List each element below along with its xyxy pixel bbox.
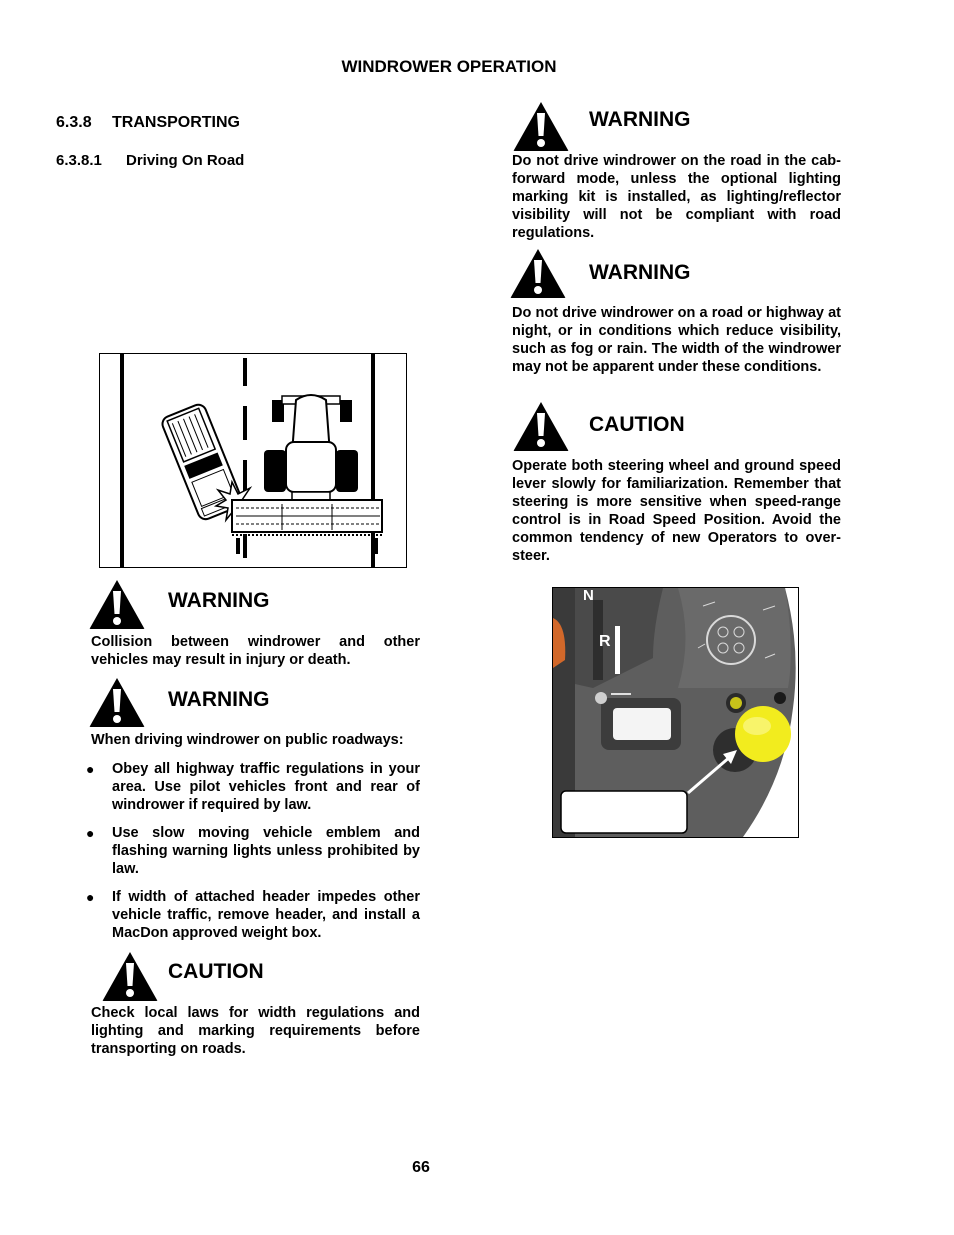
console-control-photo	[552, 587, 799, 838]
list-item-text: Obey all highway traffic regulations in your area. Use pilot vehicles front and rear of windrower if required by law.	[112, 761, 420, 813]
road-collision-illustration	[99, 353, 407, 568]
page-header: WINDROWER OPERATION	[341, 57, 557, 76]
warning-3-signal: WARNING	[589, 108, 691, 131]
section-heading	[56, 114, 240, 132]
subsection-title: Driving On Road	[126, 152, 245, 169]
bullet-icon: ●	[86, 889, 95, 905]
warning-4-signal: WARNING	[589, 261, 691, 284]
list-item	[86, 760, 420, 814]
list-item-text: If width of attached header impedes other vehicle traffic, remove header, and install a MacDon approved weight box.	[112, 889, 420, 941]
bullet-icon: ●	[86, 761, 95, 777]
caution-1-signal: CAUTION	[168, 960, 264, 983]
warning-1-signal: WARNING	[168, 589, 270, 612]
bullet-icon: ●	[86, 825, 95, 841]
warning-4-text: Do not drive windrower on a road or highway at night, or in conditions which reduce visibility, such as fog or rain. The width of the windrower may not be apparent under these conditions.	[512, 305, 841, 375]
exclamation-triangle-icon	[101, 950, 159, 1002]
warning-3-text: Do not drive windrower on the road in the cab-forward mode, unless the optional lighting marking kit is installed, as lighting/reflector visibility will not be compliant with road regulations.	[512, 153, 841, 241]
warning-2-signal: WARNING	[168, 688, 270, 711]
section-number: 6.3.8	[56, 114, 92, 131]
section-title: TRANSPORTING	[112, 114, 240, 131]
exclamation-triangle-icon	[509, 247, 567, 299]
exclamation-triangle-icon	[512, 100, 570, 152]
exclamation-triangle-icon	[88, 676, 146, 728]
gear-r-label: R	[599, 633, 611, 650]
warning-1-text: Collision between windrower and other vehicles may result in injury or death.	[91, 634, 420, 668]
caution-1-text: Check local laws for width regulations and lighting and marking requirements before transporting on roads.	[91, 1005, 420, 1057]
list-item-text: Use slow moving vehicle emblem and flashing warning lights unless prohibited by law.	[112, 825, 420, 877]
gear-n-label: N	[583, 588, 594, 604]
exclamation-triangle-icon	[88, 578, 146, 630]
page-number: 66	[412, 1159, 430, 1176]
list-item	[86, 888, 420, 942]
caution-2-signal: CAUTION	[589, 413, 685, 436]
list-item	[86, 824, 420, 878]
subsection-number: 6.3.8.1	[56, 152, 102, 169]
subsection-heading	[56, 152, 244, 169]
caution-2-text: Operate both steering wheel and ground speed lever slowly for familiarization. Remember that steering is more sensitive when speed-range control is in Road Speed Position. Avoid the common tendency of new Operators to over-steer.	[512, 458, 841, 564]
warning-2-intro: When driving windrower on public roadways:	[91, 732, 404, 748]
exclamation-triangle-icon	[512, 400, 570, 452]
